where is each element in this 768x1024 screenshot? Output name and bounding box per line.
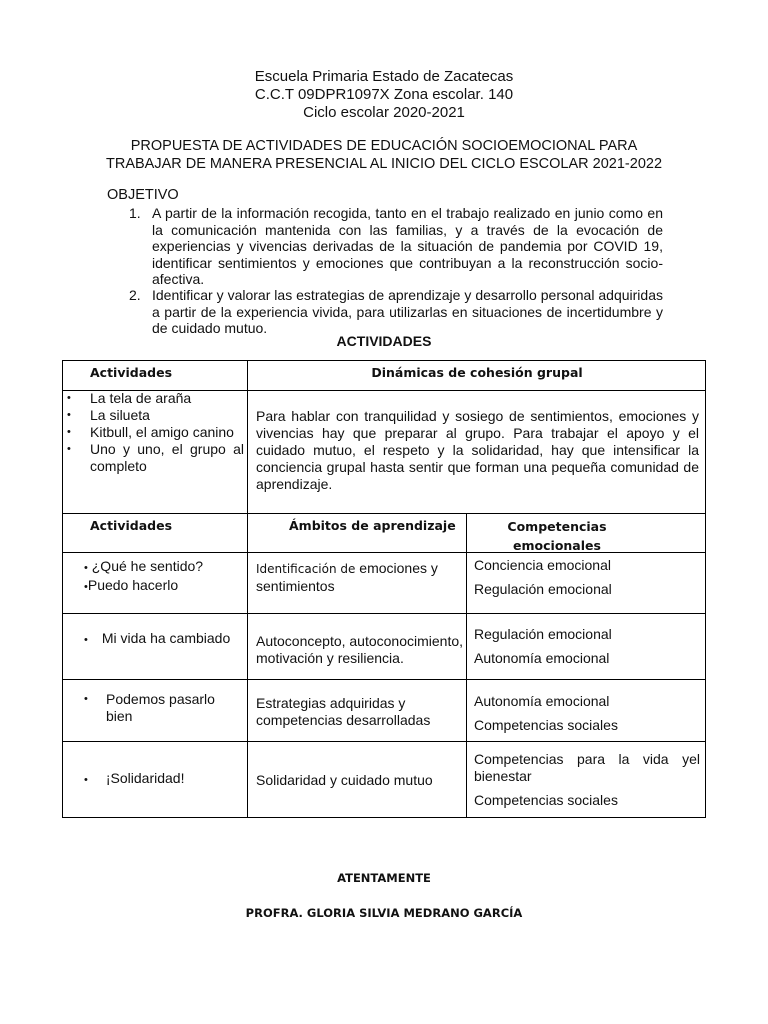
- col-header-activities-2: Actividades: [90, 518, 173, 533]
- objective-text: A partir de la información recogida, tanto en el trabajo realizado en junio como en la comunicación mantenida con las familias, y a través de la evocación de experiencias y vivencias derivadas de la situación de pandemia por COVID 19, identificar sentimientos y emociones que contribuyan a la reconstrucción socio-afectiva.: [152, 205, 663, 287]
- activities-table: [62, 360, 706, 818]
- objective-label: OBJETIVO: [107, 187, 179, 203]
- table-row-3-competencias: [474, 693, 700, 734]
- list-item-text: ¿Qué he sentido?: [91, 558, 204, 574]
- list-item: • Podemos pasarlo bien: [84, 691, 215, 724]
- competencia-item: Autonomía emocional: [474, 650, 610, 666]
- competencia-item: Competencias sociales: [474, 792, 618, 808]
- table-border: [62, 817, 706, 818]
- list-item: •Puedo hacerlo: [84, 577, 179, 593]
- list-item: • La tela de araña: [62, 390, 244, 407]
- school-cycle: Ciclo escolar 2020-2021: [303, 104, 465, 121]
- objective-number: 1.: [129, 205, 141, 221]
- table-border: [62, 360, 706, 361]
- school-header: [0, 68, 768, 122]
- list-item: • ¿Qué he sentido?: [84, 558, 204, 574]
- school-cct: C.C.T 09DPR1097X Zona escolar. 140: [254, 86, 514, 103]
- competencia-item: Conciencia emocional: [474, 557, 611, 573]
- activities-heading: ACTIVIDADES: [336, 333, 432, 349]
- col-header-dynamics: Dinámicas de cohesión grupal: [371, 365, 583, 380]
- ambito-bold-prefix: Identificación de: [256, 562, 356, 576]
- table-row-4-activities: • ¡Solidaridad!: [84, 770, 185, 786]
- competencia-item: Regulación emocional: [474, 581, 612, 597]
- list-item: • Kitbull, el amigo canino: [62, 424, 244, 441]
- competencia-item: Autonomía emocional: [474, 693, 610, 709]
- title-line-1: PROPUESTA DE ACTIVIDADES DE EDUCACIÓN SOCIOEMOCIONAL PARA: [130, 138, 638, 154]
- table-row-1-activities: [84, 558, 203, 596]
- table-border: [62, 741, 706, 742]
- table-border: [466, 513, 467, 818]
- col-header-activities: Actividades: [90, 365, 173, 380]
- table-row-1-ambito: [256, 560, 461, 595]
- signature-name: PROFRA. GLORIA SILVIA MEDRANO GARCÍA: [245, 906, 523, 920]
- col-header-competencias: Competencias emocionales: [507, 519, 607, 553]
- list-item-text: Puedo hacerlo: [87, 577, 179, 593]
- objective-text: Identificar y valorar las estrategias de aprendizaje y desarrollo personal adquiridas a partir de la experiencia vivida, para utilizarlas en situaciones de incertidumbre y de cuidado mutuo.: [152, 287, 663, 336]
- objective-item-1: [129, 205, 663, 288]
- col-header-ambitos: Ámbitos de aprendizaje: [289, 518, 456, 533]
- list-item-text: Mi vida ha cambiado: [101, 630, 231, 646]
- table-row-4-competencias: [474, 751, 700, 809]
- table-row-3-ambito: Estrategias adquiridas y competencias desarrolladas: [256, 695, 431, 728]
- closing-text: ATENTAMENTE: [337, 871, 431, 885]
- table-border: [62, 513, 706, 514]
- title-line-2: TRABAJAR DE MANERA PRESENCIAL AL INICIO DEL CICLO ESCOLAR 2021-2022: [105, 156, 663, 172]
- table-row-4-ambito: Solidaridad y cuidado mutuo: [256, 772, 433, 788]
- dynamics-description: Para hablar con tranquilidad y sosiego de sentimientos, emociones y vivencias hay que preparar al grupo. Para trabajar el apoyo y el cuidado mutuo, el respeto y la solidaridad, hay que intensificar la conciencia grupal hasta sentir que forman una pequeña comunidad de aprendizaje.: [256, 408, 699, 492]
- competencia-item: Regulación emocional: [474, 626, 612, 642]
- list-item-text: Podemos pasarlo bien: [106, 691, 215, 724]
- table-border: [247, 360, 248, 818]
- table-row-3-activities: [84, 691, 244, 725]
- table-row-2-activities: • Mi vida ha cambiado: [84, 630, 231, 646]
- list-item: • Uno y uno, el grupo al completo: [62, 441, 244, 475]
- table-border: [62, 613, 706, 614]
- dynamics-activity-list: [62, 390, 244, 475]
- objective-number: 2.: [129, 287, 141, 303]
- document-title: [0, 137, 768, 173]
- list-item: • La silueta: [62, 407, 244, 424]
- competencia-item: Competencias sociales: [474, 717, 618, 733]
- table-border: [705, 360, 706, 818]
- school-name: Escuela Primaria Estado de Zacatecas: [254, 68, 514, 85]
- table-row-1-competencias: [474, 557, 700, 598]
- table-border: [62, 679, 706, 680]
- table-row-2-ambito: Autoconcepto, autoconocimiento, motivación y resiliencia.: [256, 633, 464, 666]
- list-item-text: ¡Solidaridad!: [105, 770, 185, 786]
- competencia-item: Competencias para la vida yel bienestar: [474, 751, 700, 784]
- table-row-2-competencias: [474, 626, 700, 667]
- objective-item-2: [129, 287, 663, 337]
- ambito-text: emociones y sentimientos: [256, 560, 438, 594]
